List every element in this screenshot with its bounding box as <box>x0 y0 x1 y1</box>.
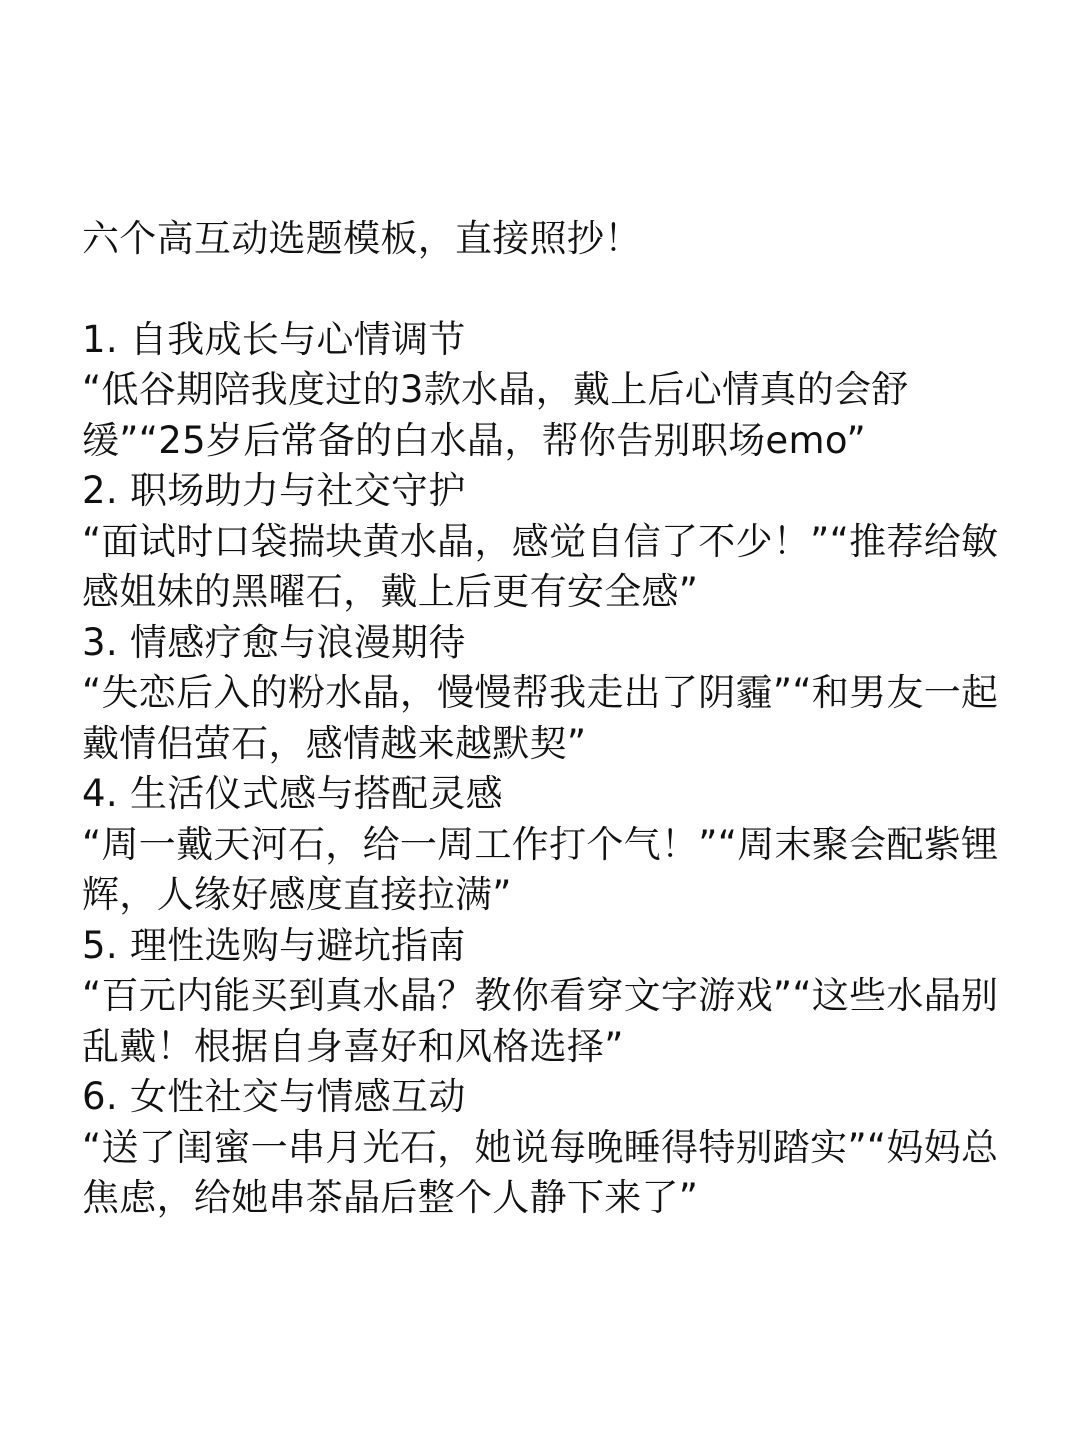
section-body: “百元内能买到真水晶？教你看穿文字游戏”“这些水晶别乱戴！根据自身喜好和风格选择” <box>82 974 999 1068</box>
section-6 <box>82 1072 1002 1224</box>
section-heading: 3. 情感疗愈与浪漫期待 <box>82 620 466 664</box>
document-title: 六个高互动选题模板，直接照抄！ <box>82 217 642 260</box>
section-heading: 1. 自我成长与心情调节 <box>82 317 466 361</box>
section-heading: 5. 理性选购与避坑指南 <box>82 923 466 967</box>
section-heading: 4. 生活仪式感与搭配灵感 <box>82 772 503 815</box>
section-body: “低谷期陪我度过的3款水晶，戴上后心情真的会舒缓”“25岁后常备的白水晶，帮你告别职场emo” <box>82 368 909 462</box>
section-heading: 6. 女性社交与情感互动 <box>82 1075 466 1118</box>
section-body: “失恋后入的粉水晶，慢慢帮我走出了阴霾”“和男友一起戴情侣萤石，感情越来越默契” <box>82 671 999 765</box>
section-body: “送了闺蜜一串月光石，她说每晚睡得特别踏实”“妈妈总焦虑，给她串茶晶后整个人静下来了” <box>82 1125 999 1219</box>
section-5 <box>82 921 1002 1073</box>
section-body: “周一戴天河石，给一周工作打个气！”“周末聚会配紫锂辉，人缘好感度直接拉满” <box>82 822 999 916</box>
section-heading: 2. 职场助力与社交守护 <box>82 469 466 512</box>
section-3 <box>82 618 1002 770</box>
section-body: “面试时口袋揣块黄水晶，感觉自信了不少！”“推荐给敏感姐妹的黑曜石，戴上后更有安全感” <box>82 519 999 613</box>
document <box>82 214 1002 1224</box>
section-2 <box>82 466 1002 618</box>
section-1 <box>82 315 1002 467</box>
section-4 <box>82 769 1002 921</box>
